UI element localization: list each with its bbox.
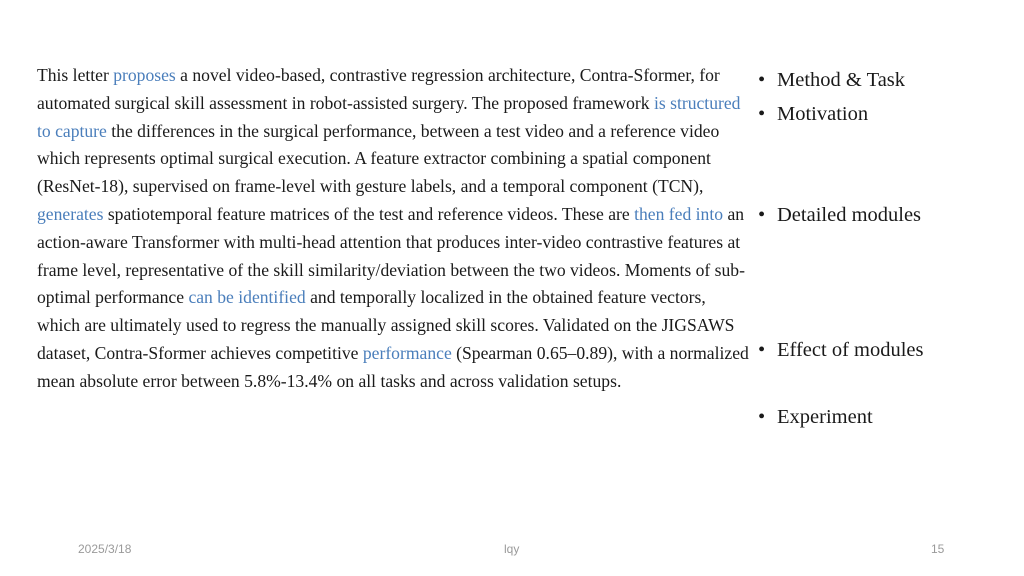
outline-item-label: Motivation xyxy=(777,103,869,125)
abstract-text: spatiotemporal feature matrices of the test and reference videos. These are xyxy=(103,203,635,224)
highlighted-phrase: performance xyxy=(362,342,452,363)
highlighted-phrase: generates xyxy=(37,203,104,224)
outline-item-label: Effect of modules xyxy=(777,339,924,361)
highlighted-phrase: can be identified xyxy=(188,287,306,308)
outline-item-method-task xyxy=(758,69,905,92)
outline-list xyxy=(758,0,1018,576)
abstract-text: a novel video-based, contrastive regression architecture, Contra-Sformer, for automated surgical skill assessment in robot-assisted surgery. The proposed framework xyxy=(37,65,720,113)
outline-item-effect-of-modules xyxy=(758,339,924,362)
footer-author: lqy xyxy=(504,542,520,556)
outline-item-motivation xyxy=(758,103,868,126)
outline-item-label: Experiment xyxy=(777,406,873,428)
bullet-icon: • xyxy=(758,339,766,361)
outline-item-label: Detailed modules xyxy=(777,204,922,226)
abstract-text: This letter xyxy=(37,65,114,85)
highlighted-phrase: proposes xyxy=(113,65,176,85)
outline-item-experiment xyxy=(758,406,873,429)
abstract-text: (Spearman 0.65–0.89), with a normalized mean absolute error between 5.8%-13.4% on all tasks and across validation setups. xyxy=(37,342,749,391)
bullet-icon: • xyxy=(758,103,766,125)
abstract-text: and temporally localized in the obtained feature vectors, which are ultimately used to regress the manually assigned skill scores. Validated on the JIGSAWS dataset, Contra-Sformer achieves competitive xyxy=(37,287,735,363)
footer-page-number: 15 xyxy=(931,542,945,556)
outline-item-label: Method & Task xyxy=(777,69,906,91)
bullet-icon: • xyxy=(758,69,766,91)
abstract-text: an action-aware Transformer with multi-head attention that produces inter-video contrastive features at frame level, representative of the skill similarity/deviation between the two videos. Moments of sub-optimal performance xyxy=(37,203,745,308)
abstract-paragraph xyxy=(37,62,749,396)
bullet-icon: • xyxy=(758,204,766,226)
highlighted-phrase: then fed into xyxy=(634,203,724,224)
bullet-icon: • xyxy=(758,406,766,428)
highlighted-phrase: is structured to capture xyxy=(37,92,741,141)
footer-date: 2025/3/18 xyxy=(78,542,132,556)
abstract-text: the differences in the surgical performance, between a test video and a reference video which represents optimal surgical execution. A feature extractor combining a spatial component (ResNet-18), supervised on frame-level with gesture labels, and a temporal component (TCN), xyxy=(37,120,720,197)
outline-item-detailed-modules xyxy=(758,204,921,227)
